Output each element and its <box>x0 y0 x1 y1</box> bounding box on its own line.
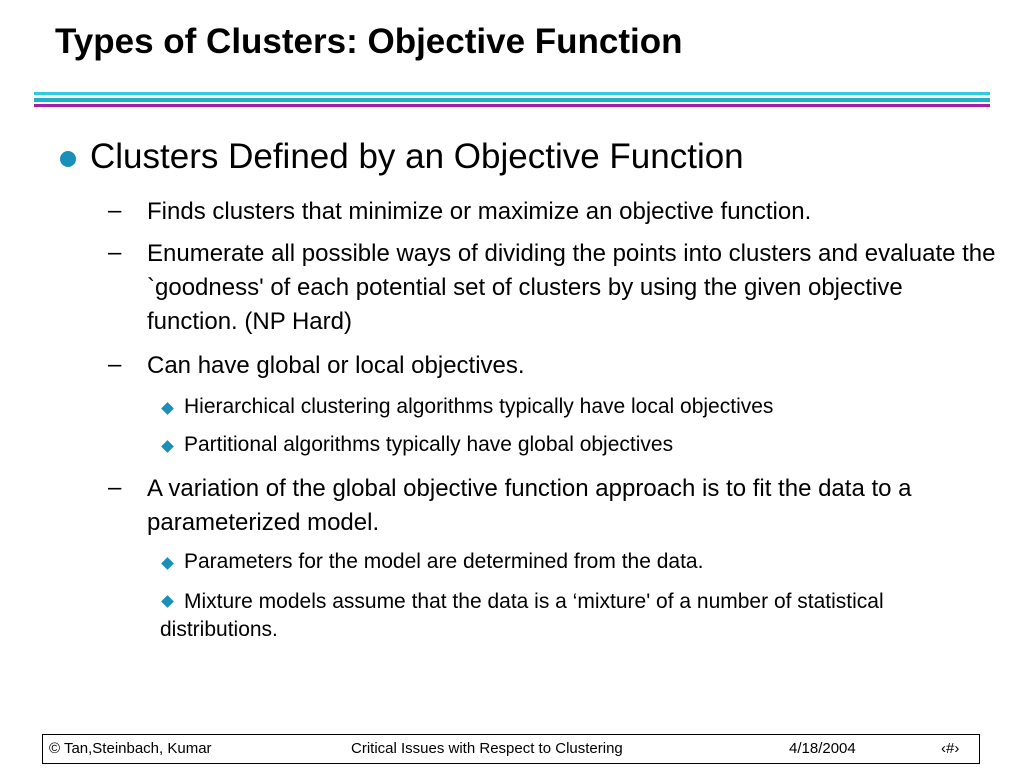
dash-icon: – <box>108 197 122 224</box>
sub-bullet-4: A variation of the global objective function approach is to fit the data to a parameterized model. <box>147 475 912 536</box>
sub-bullet-3: Can have global or local objectives. <box>147 352 525 379</box>
diamond-bullet-icon <box>161 557 174 570</box>
slide-title: Types of Clusters: Objective Function <box>55 22 683 61</box>
sub-sub-bullet-3a: Hierarchical clustering algorithms typically have local objectives <box>184 395 774 418</box>
sub-sub-bullet-4b: Mixture models assume that the data is a ‘mixture' of a number of statistical distributions. <box>160 590 884 641</box>
footer-date: 4/18/2004 <box>789 740 856 757</box>
dash-icon: – <box>108 474 122 501</box>
sub-bullet-1: Finds clusters that minimize or maximize an objective function. <box>147 198 812 225</box>
footer-course: Critical Issues with Respect to Clustering <box>351 740 623 757</box>
dash-icon: – <box>108 351 122 378</box>
bullet-dot-icon <box>60 151 76 167</box>
title-rule <box>34 92 990 107</box>
diamond-bullet-icon <box>161 440 174 453</box>
slide-footer <box>42 734 980 764</box>
sub-sub-bullet-4a: Parameters for the model are determined from the data. <box>184 550 704 573</box>
footer-page-number: ‹#› <box>941 740 960 757</box>
sub-sub-bullet-3b: Partitional algorithms typically have global objectives <box>184 433 674 456</box>
main-bullet: Clusters Defined by an Objective Function <box>90 137 744 176</box>
sub-bullet-2: Enumerate all possible ways of dividing the points into clusters and evaluate the `goodness' of each potential set of clusters by using the given objective function. (NP Hard) <box>147 240 996 335</box>
footer-copyright: © Tan,Steinbach, Kumar <box>49 740 212 757</box>
dash-icon: – <box>108 239 122 266</box>
diamond-bullet-icon <box>161 402 174 415</box>
